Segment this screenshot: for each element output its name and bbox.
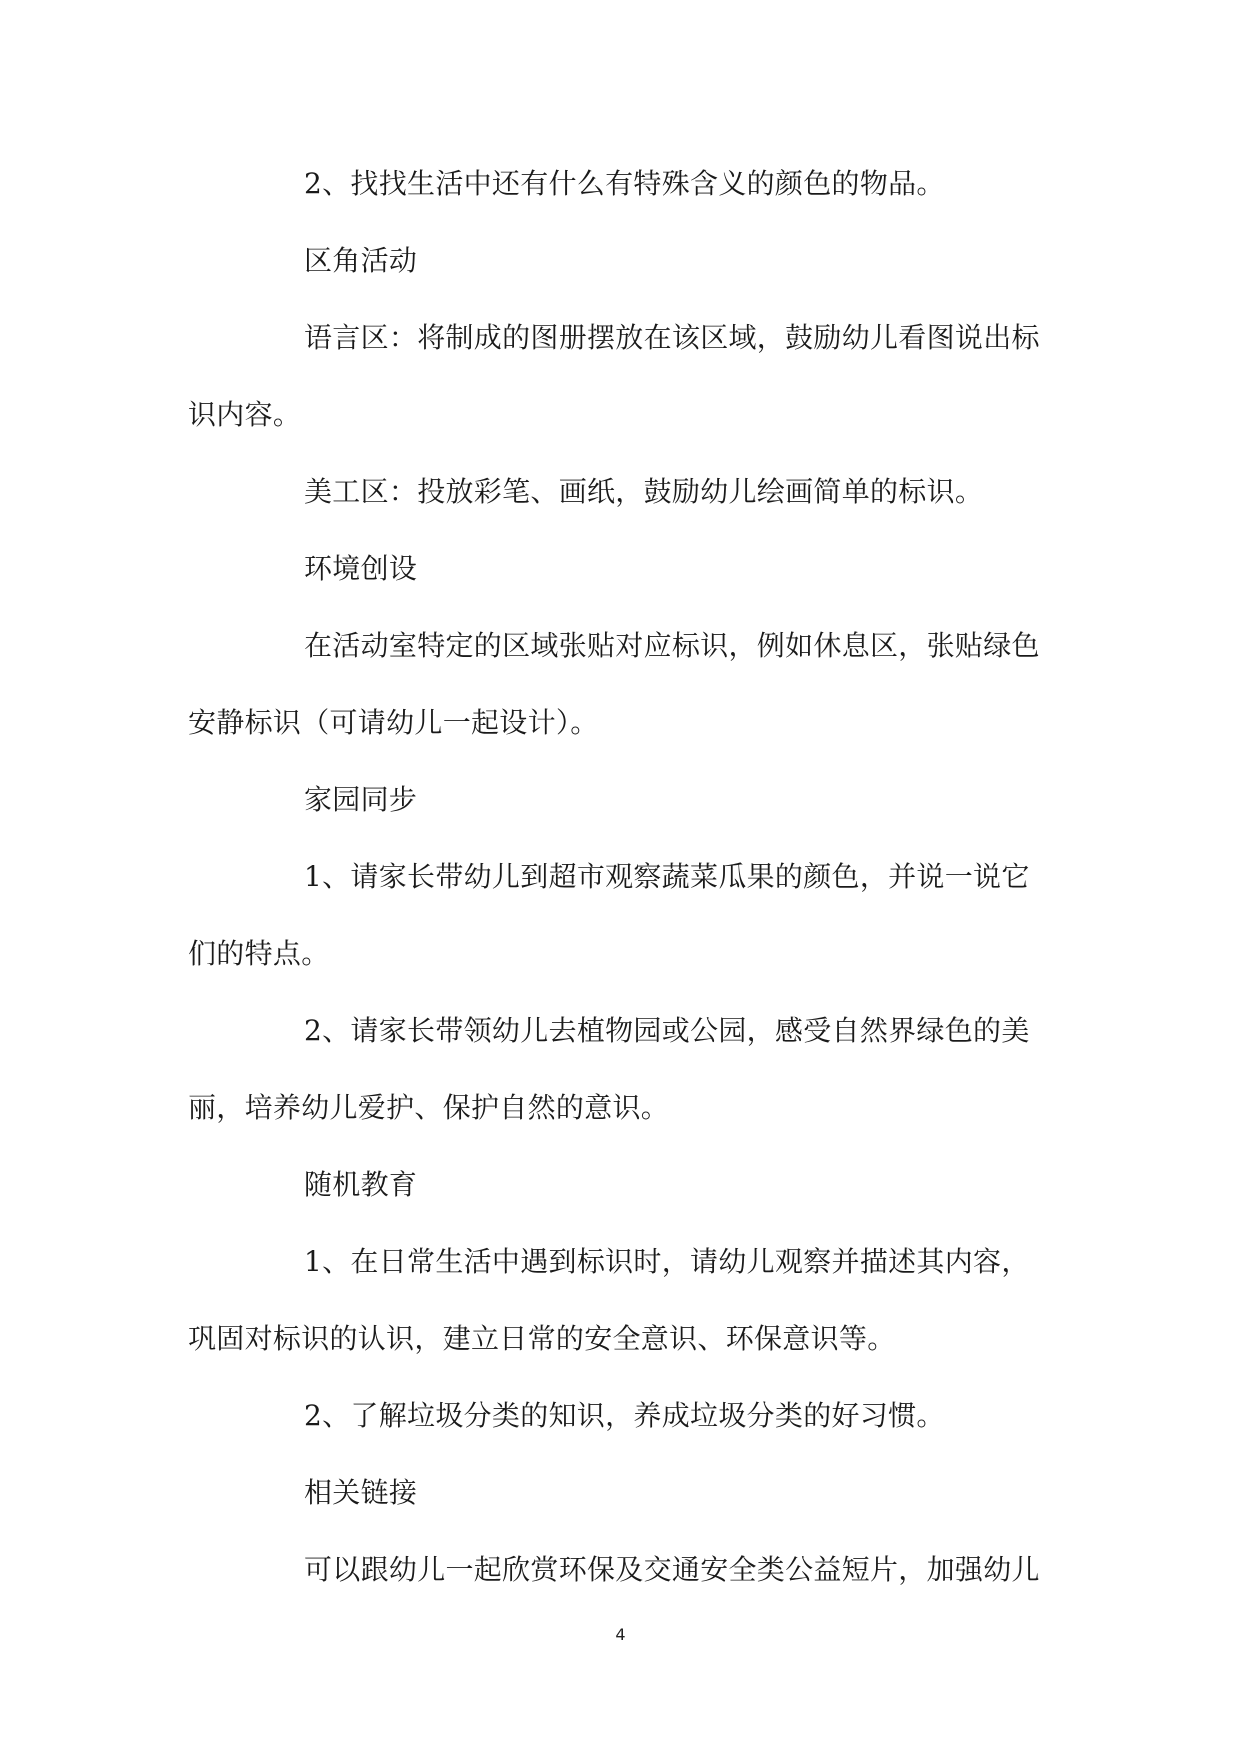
- text-line: 语言区：将制成的图册摆放在该区域，鼓励幼儿看图说出标: [304, 321, 1040, 354]
- paragraph: [188, 838, 1050, 992]
- text-line: 识内容。: [188, 398, 302, 431]
- text-line: 2、了解垃圾分类的知识，养成垃圾分类的好习惯。: [304, 1399, 945, 1432]
- text-line: 安静标识（可请幼儿一起设计）。: [188, 706, 599, 739]
- section-heading-environment: [188, 530, 1050, 607]
- paragraph: [188, 453, 1050, 530]
- paragraph: [188, 607, 1050, 761]
- section-heading-home-school: [188, 761, 1050, 838]
- text-line: 巩固对标识的认识，建立日常的安全意识、环保意识等。: [188, 1322, 896, 1355]
- text-line: 2、找找生活中还有什么有特殊含义的颜色的物品。: [304, 167, 945, 200]
- paragraph: [188, 1377, 1050, 1454]
- paragraph: [188, 299, 1050, 453]
- text-line: 家园同步: [304, 783, 418, 816]
- text-line: 随机教育: [304, 1168, 418, 1201]
- text-line: 环境创设: [304, 552, 418, 585]
- text-line: 丽，培养幼儿爱护、保护自然的意识。: [188, 1091, 670, 1124]
- section-heading-related-links: [188, 1454, 1050, 1531]
- paragraph: [188, 1223, 1050, 1377]
- paragraph: [188, 1531, 1050, 1608]
- text-column: [188, 145, 1050, 1608]
- text-line: 1、请家长带幼儿到超市观察蔬菜瓜果的颜色，并说一说它: [304, 860, 1030, 893]
- paragraph: [188, 145, 1050, 222]
- text-line: 区角活动: [304, 244, 418, 277]
- text-line: 2、请家长带领幼儿去植物园或公园，感受自然界绿色的美: [304, 1014, 1030, 1047]
- text-line: 们的特点。: [188, 937, 330, 970]
- paragraph: [188, 992, 1050, 1146]
- page-number: 4: [615, 1625, 626, 1644]
- section-heading-random-education: [188, 1146, 1050, 1223]
- text-line: 美工区：投放彩笔、画纸，鼓励幼儿绘画简单的标识。: [304, 475, 984, 508]
- text-line: 在活动室特定的区域张贴对应标识，例如休息区，张贴绿色: [304, 629, 1040, 662]
- text-line: 1、在日常生活中遇到标识时，请幼儿观察并描述其内容，: [304, 1245, 1030, 1278]
- text-line: 可以跟幼儿一起欣赏环保及交通安全类公益短片，加强幼儿: [304, 1553, 1040, 1586]
- section-heading-area-activities: [188, 222, 1050, 299]
- text-line: 相关链接: [304, 1476, 418, 1509]
